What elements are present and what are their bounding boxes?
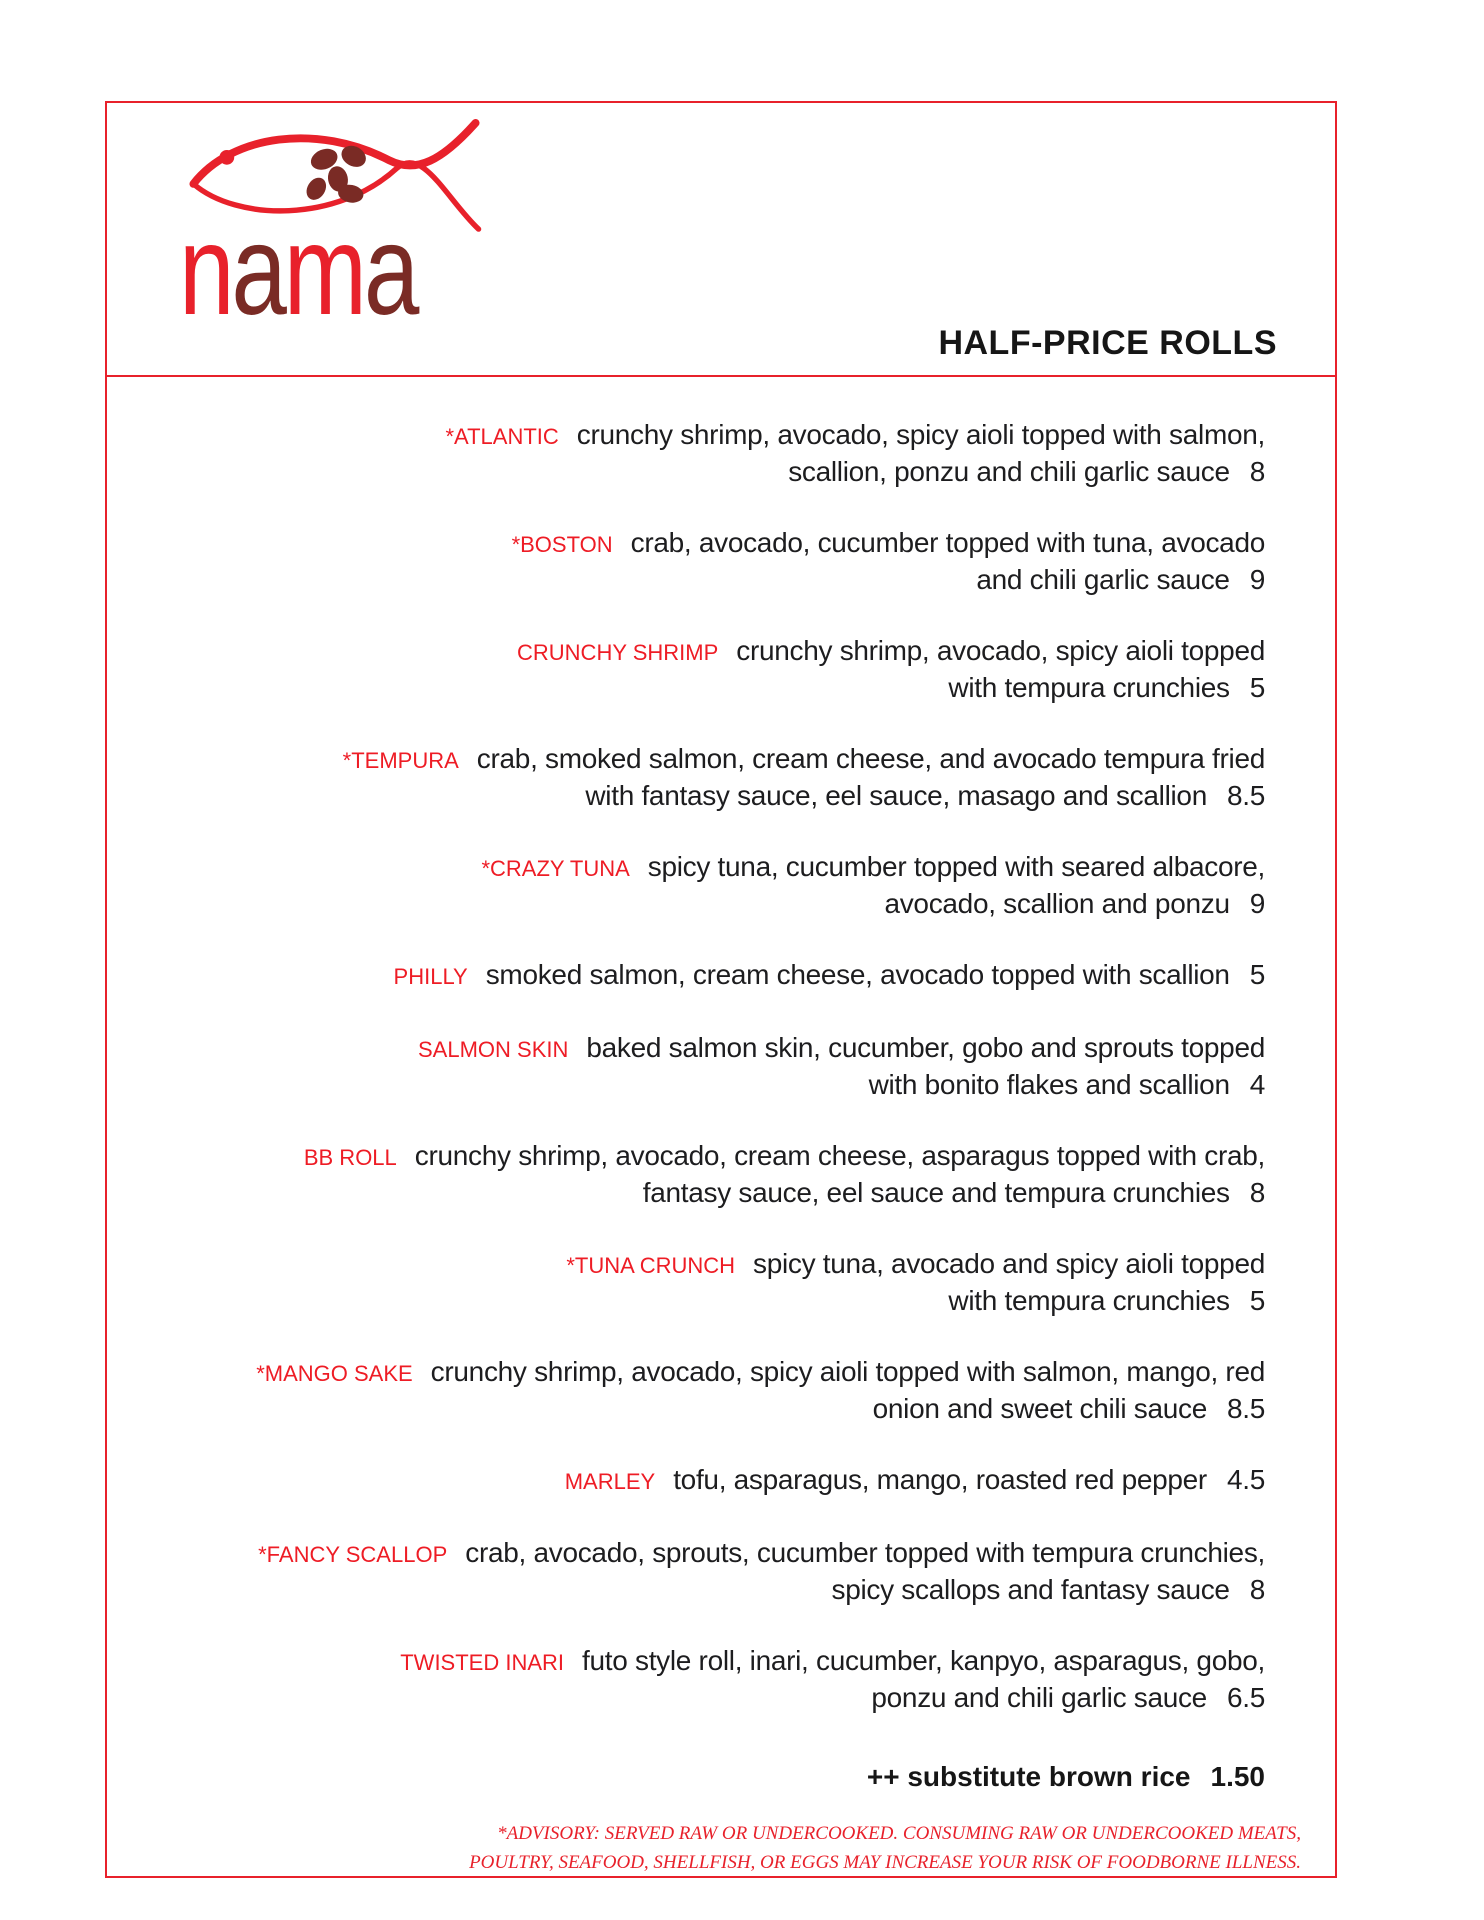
menu-item-description: smoked salmon, cream cheese, avocado topped with scallion <box>485 959 1230 990</box>
menu-item-name: *BOSTON <box>511 532 613 557</box>
menu-item-description: crab, avocado, sprouts, cucumber topped with tempura crunchies, <box>465 1537 1265 1568</box>
menu-item-description: futo style roll, inari, cucumber, kanpyo, asparagus, gobo, <box>582 1645 1265 1676</box>
menu-item-description: avocado, scallion and ponzu <box>884 888 1230 919</box>
menu-item-name: *MANGO SAKE <box>256 1361 413 1386</box>
advisory-line: POULTRY, SEAFOOD, SHELLFISH, OR EGGS MAY INCREASE YOUR RISK OF FOODBORNE ILLNESS. <box>469 1852 1301 1873</box>
menu-item-name: *TEMPURA <box>342 748 459 773</box>
logo-wordmark <box>179 199 417 342</box>
menu-item-price: 8.5 <box>1226 1393 1265 1424</box>
menu-item-description: spicy scallops and fantasy sauce <box>831 1574 1230 1605</box>
menu-item-price: 8 <box>1249 1574 1265 1605</box>
menu-item-name: PHILLY <box>393 964 468 989</box>
menu-page <box>105 101 1337 1878</box>
menu-item-name: BB ROLL <box>303 1145 397 1170</box>
substitution-label: ++ substitute brown rice <box>866 1761 1191 1792</box>
menu-item-name: CRUNCHY SHRIMP <box>517 640 719 665</box>
menu-item-price: 9 <box>1249 564 1265 595</box>
menu-item-description: spicy tuna, avocado and spicy aioli topped <box>753 1248 1265 1279</box>
menu-item-description: crunchy shrimp, avocado, spicy aioli topped <box>736 635 1265 666</box>
menu-item-price: 4.5 <box>1226 1464 1265 1495</box>
menu-item-name: *ATLANTIC <box>445 424 559 449</box>
menu-item <box>167 1535 1265 1607</box>
menu-item-name: *FANCY SCALLOP <box>258 1542 448 1567</box>
menu-item-description: scallion, ponzu and chili garlic sauce <box>788 456 1230 487</box>
menu-item-description: fantasy sauce, eel sauce and tempura crunchies <box>642 1177 1230 1208</box>
logo-letter: m <box>283 199 364 342</box>
menu-item-description: crab, smoked salmon, cream cheese, and avocado tempura fried <box>476 743 1265 774</box>
menu-item-price: 4 <box>1249 1069 1265 1100</box>
menu-item <box>167 633 1265 705</box>
restaurant-logo <box>179 117 483 342</box>
menu-item <box>167 849 1265 921</box>
menu-item-price: 6.5 <box>1226 1682 1265 1713</box>
logo-letter: n <box>179 199 232 342</box>
menu-item-name: SALMON SKIN <box>418 1037 569 1062</box>
menu-item-description: with tempura crunchies <box>948 672 1230 703</box>
menu-item-description: ponzu and chili garlic sauce <box>871 1682 1207 1713</box>
raw-food-advisory <box>107 1819 1335 1877</box>
menu-item-description: crunchy shrimp, avocado, spicy aioli topped with salmon, mango, red <box>430 1356 1265 1387</box>
menu-item-price: 8.5 <box>1226 780 1265 811</box>
menu-item-price: 5 <box>1249 672 1265 703</box>
substitution-note <box>107 1761 1335 1793</box>
menu-item-name: MARLEY <box>564 1469 656 1494</box>
advisory-line: *ADVISORY: SERVED RAW OR UNDERCOOKED. CONSUMING RAW OR UNDERCOOKED MEATS, <box>497 1823 1301 1844</box>
substitution-price: 1.50 <box>1210 1761 1265 1792</box>
menu-item-description: spicy tuna, cucumber topped with seared albacore, <box>647 851 1265 882</box>
menu-item-name: TWISTED INARI <box>400 1650 565 1675</box>
menu-item-price: 8 <box>1249 456 1265 487</box>
menu-item-description: with tempura crunchies <box>948 1285 1230 1316</box>
menu-item-description: onion and sweet chili sauce <box>872 1393 1207 1424</box>
menu-item-description: with fantasy sauce, eel sauce, masago and scallion <box>585 780 1207 811</box>
menu-item-list <box>107 417 1335 1715</box>
section-title: HALF-PRICE ROLLS <box>938 324 1277 362</box>
fish-roe-spots <box>303 142 370 205</box>
menu-item <box>167 1354 1265 1426</box>
menu-item-description: tofu, asparagus, mango, roasted red pepper <box>673 1464 1207 1495</box>
menu-item <box>167 1643 1265 1715</box>
menu-item-description: and chili garlic sauce <box>976 564 1230 595</box>
menu-item <box>167 1030 1265 1102</box>
menu-item <box>167 417 1265 489</box>
menu-item <box>167 741 1265 813</box>
menu-header <box>107 103 1335 377</box>
menu-item-price: 5 <box>1249 959 1265 990</box>
menu-item <box>167 525 1265 597</box>
menu-item-name: *CRAZY TUNA <box>481 856 630 881</box>
logo-letter: a <box>231 199 284 342</box>
menu-item-description: baked salmon skin, cucumber, gobo and sprouts topped <box>586 1032 1265 1063</box>
menu-item-description: with bonito flakes and scallion <box>868 1069 1230 1100</box>
menu-item <box>167 1462 1265 1499</box>
menu-item-name: *TUNA CRUNCH <box>566 1253 736 1278</box>
menu-item-price: 9 <box>1249 888 1265 919</box>
menu-item <box>167 1246 1265 1318</box>
menu-item-price: 8 <box>1249 1177 1265 1208</box>
logo-letter: a <box>363 199 417 342</box>
menu-item-description: crunchy shrimp, avocado, cream cheese, asparagus topped with crab, <box>414 1140 1265 1171</box>
menu-item <box>167 957 1265 994</box>
menu-item-description: crab, avocado, cucumber topped with tuna, avocado <box>630 527 1265 558</box>
menu-item-price: 5 <box>1249 1285 1265 1316</box>
menu-item <box>167 1138 1265 1210</box>
menu-item-description: crunchy shrimp, avocado, spicy aioli topped with salmon, <box>576 419 1265 450</box>
